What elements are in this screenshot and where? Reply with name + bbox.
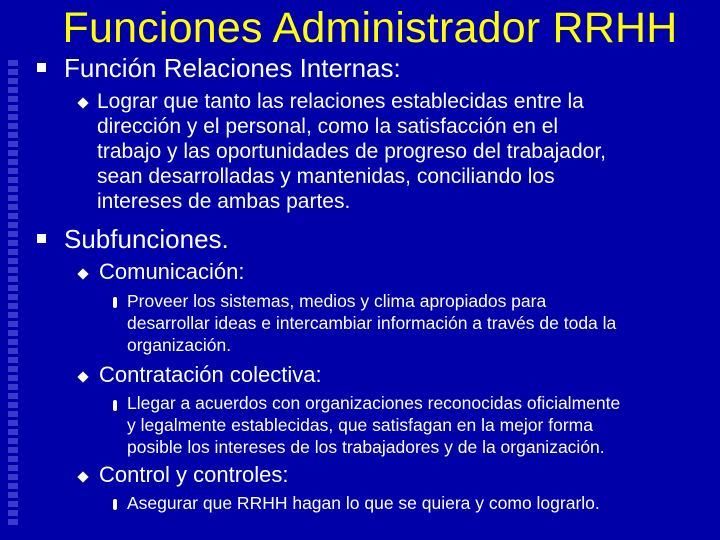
strip-square <box>8 168 18 174</box>
strip-square <box>8 429 18 435</box>
comunicacion-line-3: organización. <box>127 335 232 355</box>
dash-bullet-icon <box>113 400 117 411</box>
bullet-funcion-relaciones: Función Relaciones Internas: <box>64 53 401 83</box>
sub-contratacion: Contratación colectiva: <box>99 362 322 387</box>
strip-square <box>8 213 18 219</box>
strip-square <box>8 393 18 399</box>
strip-square <box>8 492 18 498</box>
relaciones-line-1: Lograr que tanto las relaciones establecidas entre la <box>97 90 584 113</box>
dash-bullet-icon <box>113 499 117 510</box>
strip-square <box>8 96 18 102</box>
strip-square <box>8 231 18 237</box>
diamond-bullet-icon <box>77 268 88 279</box>
contratacion-line-2: y legalmente establecidas, que satisfagan en la mejor forma <box>127 415 593 435</box>
strip-square <box>8 330 18 336</box>
strip-square <box>8 483 18 489</box>
slide-title: Funciones Administrador RRHH <box>62 4 678 52</box>
strip-square <box>8 348 18 354</box>
strip-square <box>8 267 18 273</box>
strip-square <box>8 456 18 462</box>
diamond-bullet-icon <box>77 371 88 382</box>
strip-square <box>8 402 18 408</box>
strip-square <box>8 69 18 75</box>
strip-square <box>8 366 18 372</box>
strip-square <box>8 204 18 210</box>
strip-square <box>8 465 18 471</box>
strip-square <box>8 114 18 120</box>
strip-square <box>8 384 18 390</box>
relaciones-line-5: intereses de ambas partes. <box>97 190 351 213</box>
strip-square <box>8 375 18 381</box>
strip-square <box>8 159 18 165</box>
strip-square <box>8 474 18 480</box>
strip-square <box>8 276 18 282</box>
strip-square <box>8 240 18 246</box>
strip-square <box>8 195 18 201</box>
relaciones-line-3: trabajo y las oportunidades de progreso del trabajador, <box>97 140 607 163</box>
strip-square <box>8 420 18 426</box>
strip-square <box>8 60 18 66</box>
strip-square <box>8 249 18 255</box>
relaciones-line-4: sean desarrolladas y mantenidas, conciliando los <box>97 165 555 188</box>
diamond-bullet-icon <box>77 471 88 482</box>
strip-square <box>8 357 18 363</box>
strip-square <box>8 312 18 318</box>
strip-square <box>8 339 18 345</box>
strip-square <box>8 303 18 309</box>
strip-square <box>8 186 18 192</box>
decorative-left-strip <box>0 0 26 540</box>
strip-square <box>8 177 18 183</box>
dash-bullet-icon <box>113 297 117 308</box>
strip-square <box>8 141 18 147</box>
strip-square <box>8 438 18 444</box>
bullet-subfunciones: Subfunciones. <box>64 224 229 254</box>
control-line-1: Asegurar que RRHH hagan lo que se quiera y como lograrlo. <box>127 493 600 513</box>
diamond-bullet-icon <box>77 97 88 108</box>
strip-square <box>8 258 18 264</box>
strip-square <box>8 447 18 453</box>
relaciones-line-2: dirección y el personal, como la satisfacción en el <box>97 115 559 138</box>
strip-square <box>8 105 18 111</box>
comunicacion-line-2: desarrollar ideas e intercambiar información a través de toda la <box>127 313 617 333</box>
sub-control: Control y controles: <box>99 462 289 487</box>
strip-square <box>8 519 18 525</box>
strip-square <box>8 510 18 516</box>
strip-square <box>8 294 18 300</box>
contratacion-line-1: Llegar a acuerdos con organizaciones reconocidas oficialmente <box>127 393 621 413</box>
sub-comunicacion: Comunicación: <box>99 259 245 284</box>
strip-square <box>8 222 18 228</box>
strip-square <box>8 411 18 417</box>
strip-square <box>8 285 18 291</box>
strip-square <box>8 132 18 138</box>
square-bullet-icon <box>37 63 46 72</box>
comunicacion-line-1: Proveer los sistemas, medios y clima apropiados para <box>127 291 547 311</box>
contratacion-line-3: posible los intereses de los trabajadores y de la organización. <box>127 437 605 457</box>
strip-square <box>8 321 18 327</box>
square-bullet-icon <box>37 234 46 243</box>
strip-square <box>8 501 18 507</box>
strip-square <box>8 150 18 156</box>
strip-square <box>8 87 18 93</box>
strip-square <box>8 78 18 84</box>
strip-square <box>8 123 18 129</box>
